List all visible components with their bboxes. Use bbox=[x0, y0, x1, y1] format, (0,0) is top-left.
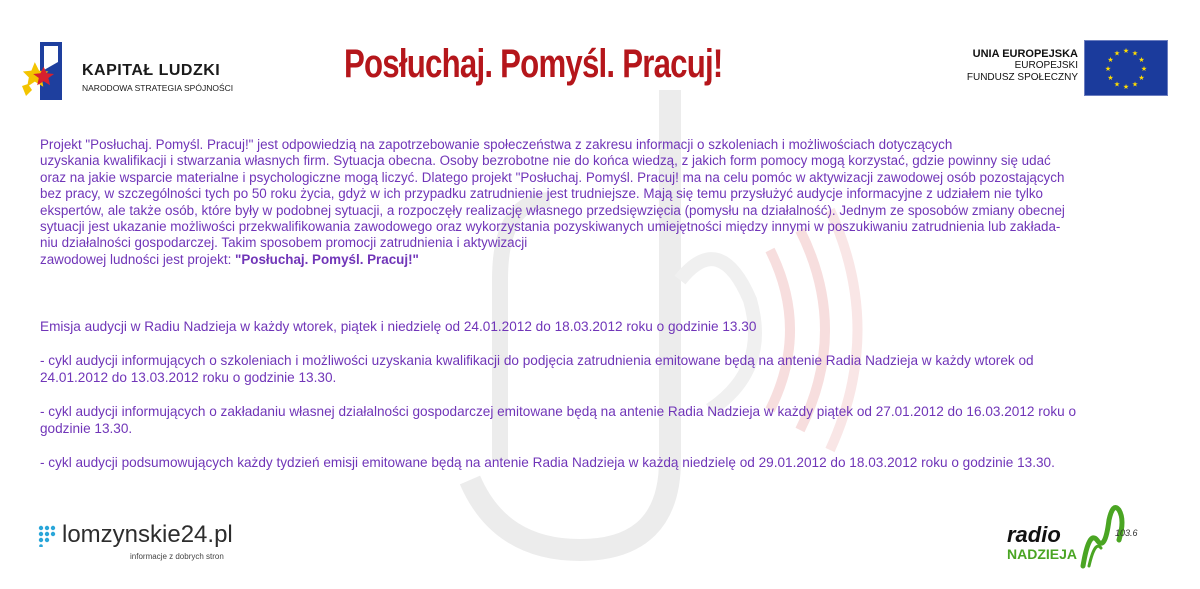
schedule-item-tuesday: - cykl audycji informujących o szkoleniach i możliwości uzyskania kwalifikacji do podjęcia zatrudnienia emitowane będą na antenie Radia Nadzieja w każdy wtorek od bbox=[40, 353, 1034, 368]
svg-text:★: ★ bbox=[1122, 83, 1130, 91]
svg-text:★: ★ bbox=[1140, 65, 1148, 73]
kapital-ludzki-subtitle: NARODOWA STRATEGIA SPÓJNOŚCI bbox=[82, 83, 234, 93]
svg-text:★: ★ bbox=[1131, 80, 1139, 89]
schedule-item-sunday: - cykl audycji podsumowujących każdy tydzień emisji emitowane będą na antenie Radia Nadzieja w każdą niedzielę od 29.01.2012 do 18.03.2012 roku o godzinie 13.30. bbox=[40, 455, 1055, 470]
kapital-ludzki-logo bbox=[22, 40, 272, 106]
radio-frequency: 103.6 bbox=[1115, 528, 1138, 538]
svg-text:★: ★ bbox=[1107, 56, 1114, 64]
svg-text:★: ★ bbox=[1122, 47, 1130, 55]
lomzynskie24-tagline: informacje z dobrych stron bbox=[130, 552, 224, 561]
radio-name: NADZIEJA bbox=[1007, 546, 1078, 562]
description-line: sytuacji jest ukazanie możliwości przekwalifikowania zawodowego oraz wykorzystania pozyskiwanych umiejętności między innymi w poszukiwaniu zatrudnienia lub zakłada- bbox=[40, 219, 1061, 235]
project-name-bold: "Posłuchaj. Pomyśl. Pracuj!" bbox=[235, 251, 419, 267]
description-last-line bbox=[40, 252, 1170, 268]
svg-text:★: ★ bbox=[1131, 49, 1139, 58]
schedule-item-friday: - cykl audycji informujących o zakładaniu własnej działalności gospodarczej emitowane będą na antenie Radia Nadzieja w każdy piątek od 27.01.2012 do 16.03.2012 roku o bbox=[40, 404, 1077, 419]
eu-text-block bbox=[878, 48, 1078, 84]
schedule-summary: Emisja audycji w Radiu Nadzieja w każdy wtorek, piątek i niedzielę od 24.01.2012 do 18.03.2012 roku o godzinie 13.30 bbox=[40, 319, 757, 334]
dots-grid-icon bbox=[38, 525, 60, 547]
svg-text:★: ★ bbox=[1138, 74, 1145, 82]
description-line: niu działalności gospodarczej. Takim sposobem promocji zatrudnienia i aktywizacji bbox=[40, 235, 528, 251]
lomzynskie24-name: lomzynskie24.pl bbox=[62, 521, 233, 548]
kapital-ludzki-flag-icon bbox=[22, 40, 76, 102]
kapital-ludzki-title: KAPITAŁ LUDZKI bbox=[82, 62, 221, 79]
description-line: Projekt "Posłuchaj. Pomyśl. Pracuj!" jest odpowiedzią na zapotrzebowanie społeczeństwa z zakresu informacji o szkoleniach i możliwościach dotyczących bbox=[40, 137, 953, 152]
eu-flag-icon bbox=[1084, 40, 1168, 96]
radio-nadzieja-logo bbox=[1005, 500, 1185, 570]
svg-text:★: ★ bbox=[1138, 56, 1145, 64]
radio-word: radio bbox=[1007, 522, 1061, 547]
description-line: ekspertów, ale także osób, które były w podobnej sytuacji, a rozpoczęły realizację własnego przedsięwzięcia (pomysłu na działalność). Jednym ze sposobów zmiany obecnej bbox=[40, 202, 1065, 218]
eu-name: UNIA EUROPEJSKA bbox=[972, 48, 1078, 60]
svg-text:★: ★ bbox=[1104, 65, 1112, 73]
description-line: uzyskania kwalifikacji i stwarzania własnych firm. Sytuacja obecna. Osoby bezrobotne nie do końca wiedzą, z jakich form pomocy mogą korzystać, gdzie powinny się udać bbox=[40, 153, 1051, 169]
svg-text:★: ★ bbox=[1107, 74, 1114, 82]
schedule-item-friday-cont: godzinie 13.30. bbox=[40, 421, 133, 436]
svg-text:★: ★ bbox=[1113, 49, 1121, 58]
lomzynskie24-logo bbox=[38, 521, 278, 565]
eu-fund-line1: EUROPEJSKI bbox=[1014, 60, 1078, 71]
description-line: oraz na jakie wsparcie materialne i psychologiczne mogą liczyć. Dlatego projekt "Posłuchaj. Pomyśl. Pracuj! ma na celu pomóc w aktywizacji zawodowej osób pozostających bbox=[40, 169, 1065, 185]
schedule-item-tuesday-cont: 24.01.2012 do 13.03.2012 roku o godzinie 13.30. bbox=[40, 370, 337, 385]
eu-fund-line2: FUNDUSZ SPOŁECZNY bbox=[966, 72, 1078, 83]
eu-logo bbox=[960, 40, 1170, 96]
description-last-line-text: zawodowej ludności jest projekt: bbox=[40, 251, 236, 267]
project-description bbox=[40, 137, 1170, 268]
svg-text:★: ★ bbox=[1113, 80, 1121, 89]
broadcast-schedule bbox=[40, 318, 1170, 471]
page-title: Posłuchaj. Pomyśl. Pracuj! bbox=[344, 42, 723, 86]
description-line: bez pracy, w szczególności tych po 50 roku życia, gdyż w ich przypadku zatrudnienie jest trudniejsze. Mają się temu przysłużyć audycje informacyjne z udziałem nie tylko bbox=[40, 186, 1044, 202]
